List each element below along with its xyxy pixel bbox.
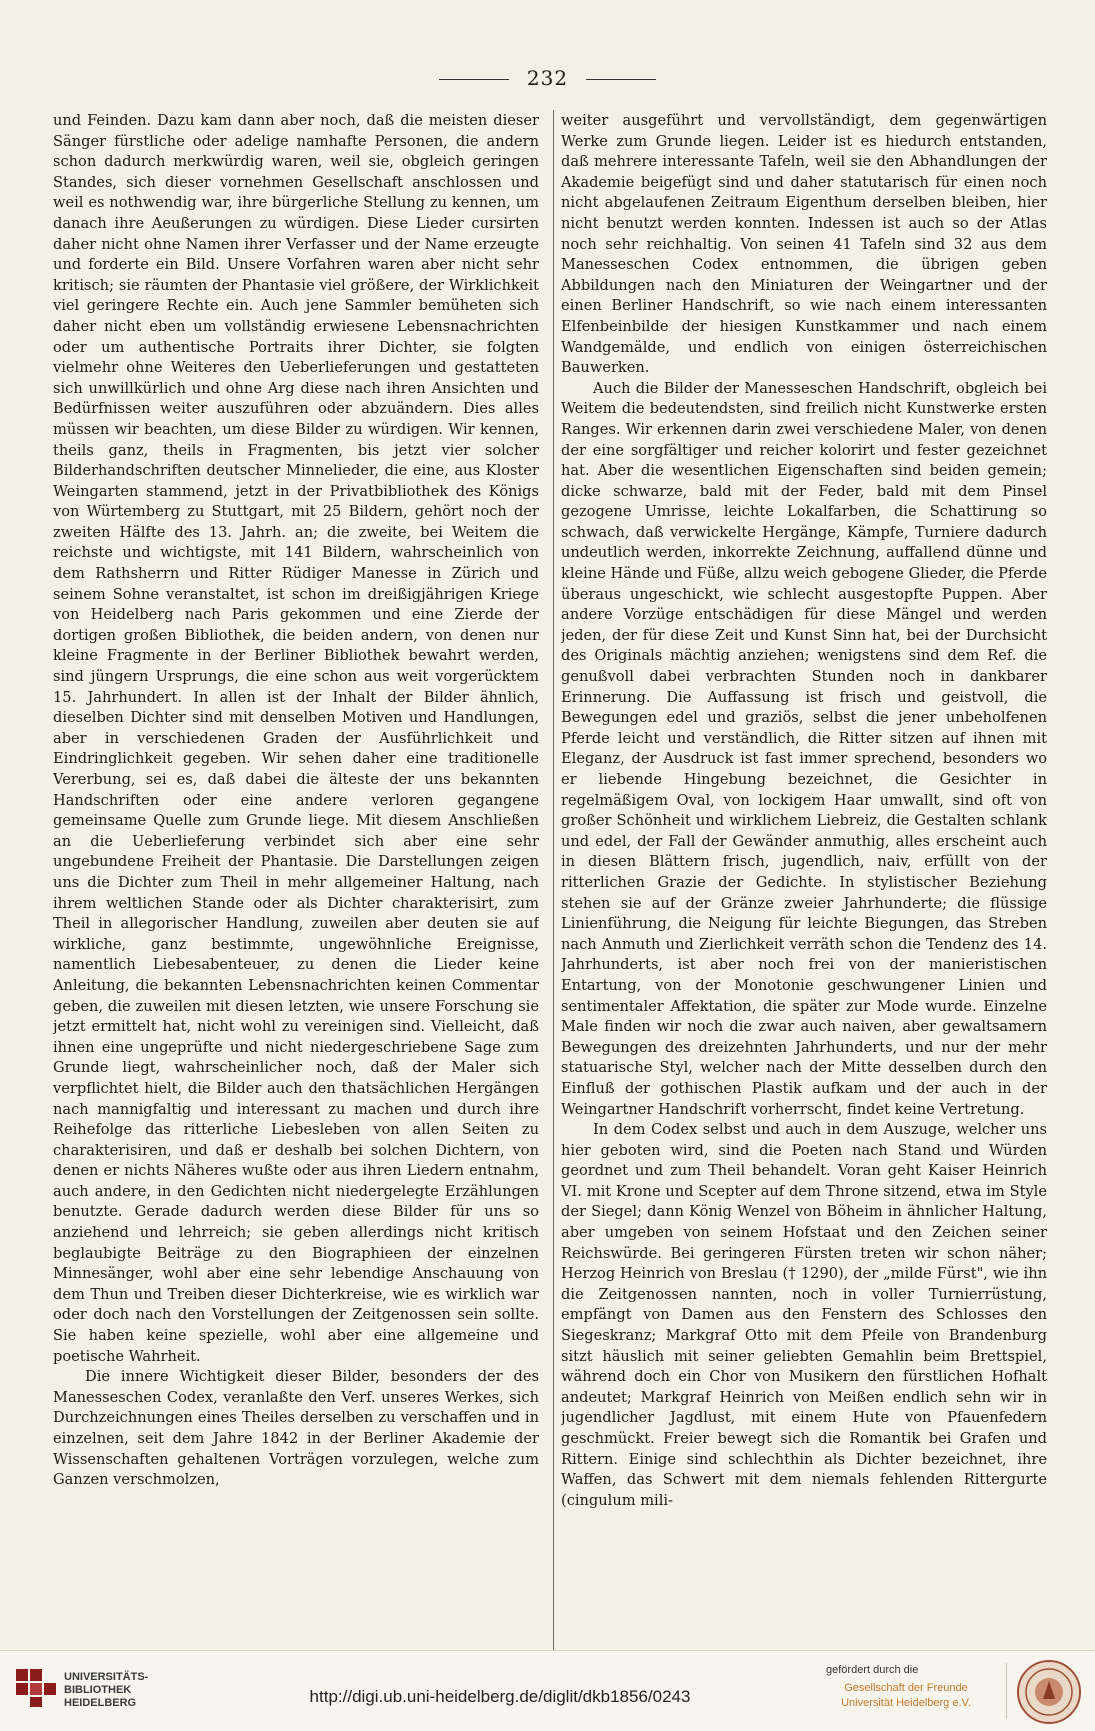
sponsor-name-line2: Universität Heidelberg e.V. bbox=[841, 1697, 971, 1709]
sponsor-name-line1: Gesellschaft der Freunde bbox=[844, 1682, 968, 1694]
left-paragraph-2: Die innere Wichtigkeit dieser Bilder, besonders der des Manesseschen Codex, veranlaßte den Verf. unseres Werkes, sich Durchzeichnungen eines Theiles derselben zu verschaffen und in einzelnen, seit dem Jahre 1842 in der Berliner Akademie der Wissenschaften gehaltenen Vorträgen vorzulegen, welche zum Ganzen verschmolzen, bbox=[53, 1368, 539, 1489]
footer-separator bbox=[1006, 1663, 1007, 1719]
permalink-url[interactable]: http://digi.ub.uni-heidelberg.de/diglit/dkb1856/0243 bbox=[309, 1687, 691, 1706]
sponsor-block bbox=[826, 1663, 1016, 1711]
university-seal-icon bbox=[1016, 1659, 1082, 1725]
library-name-line1: UNIVERSITÄTS- bbox=[64, 1671, 149, 1683]
library-name-line2: BIBLIOTHEK bbox=[64, 1684, 132, 1696]
column-divider bbox=[553, 110, 554, 1650]
right-paragraph-2: Auch die Bilder der Manesseschen Handschrift, obgleich bei Weitem die bedeutendsten, sind freilich nicht Kunstwerke ersten Ranges. Wir erkennen darin zwei verschiedene Maler, von denen der eine sorgfältiger und reicher kolorirt und fester gezeichnet hat. Aber die wesentlichen Eigenschaften sind beiden gemein; dicke schwarze, bald mit der Feder, bald mit dem Pinsel gezogene Umrisse, leichte Lokalfarben, die Schattirung so schwach, daß verwickelte Hergänge, Kämpfe, Turniere dadurch undeutlich werden, inkorrekte Zeichnung, auffallend dünne und kleine Hände und Füße, allzu weich gebogene Glieder, die Pferde überaus ungeschickt, wie schlecht ausgestopfte Puppen. Aber andere Vorzüge entschädigen für diese Mängel und werden jeden, der für diese Zeit und Kunst Sinn hat, bei der Durchsicht des Originals mächtig anziehen; wenigstens sind dem Ref. die genußvoll dabei verbrachten Stunden noch in dankbarer Erinnerung. Die Auffassung ist frisch und geistvoll, die Bewegungen edel und graziös, selbst die jener unbeholfenen Pferde leicht und verständlich, die Ritter sitzen auf ihnen mit Eleganz, der Ausdruck ist fast immer sprechend, besonders wo er liebende Hingebung bezeichnet, die Gesichter in regelmäßigem Oval, von lockigem Haar umwallt, sind oft von großer Schönheit und wirklichem Liebreiz, die Gestalten schlank und edel, der Fall der Gewänder anmuthig, alles erscheint auch in diesen Blättern frisch, jugendlich, naiv, erfüllt von der ritterlichen Grazie der Gedichte. In stylistischer Beziehung stehen sie auf der Gränze zweier Jahrhunderte; die flüssige Linienführung, die Neigung für leichte Biegungen, das Streben nach Anmuth und Zierlichkeit verräth schon die Tendenz des 14. Jahrhunderts, ist aber noch frei von der manieristischen Entartung, von der Monotonie geschwungener Linien und sentimentaler Affektation, die später zur Mode wurde. Einzelne Male finden wir noch die zwar auch naiven, aber gewaltsamern Bewegungen des dreizehnten Jahrhunderts, und nur der mehr statuarische Styl, welcher nach der Mitte desselben durch den Einfluß der gothischen Plastik aufkam und der auch in der Weingartner Handschrift vorherrscht, findet keine Vertretung. bbox=[561, 379, 1047, 1118]
digitization-footer bbox=[0, 1650, 1095, 1731]
right-paragraph-3: In dem Codex selbst und auch in dem Auszuge, welcher uns hier geboten wird, sind die Poeten nach Stand und Würden geordnet und zum Theil behandelt. Voran geht Kaiser Heinrich VI. mit Krone und Scepter auf dem Throne sitzend, etwa im Style der Siegel; dann König Wenzel von Böheim in ähnlicher Haltung, aber umgeben von seinem Hofstaat und den Zeichen seiner Reichswürde. Bei geringeren Fürsten treten wir schon näher; Herzog Heinrich von Breslau († 1290), der „milde Fürst", wie ihn die Zeitgenossen nannten, noch in voller Turnierrüstung, empfängt von Damen aus den Fenstern des Schlosses den Siegeskranz; Markgraf Otto mit dem Pfeile von Brandenburg sitzt häuslich mit seiner geliebten Gemahlin beim Brettspiel, während doch ein Chor von Musikern den fürstlichen Hofhalt andeutet; Markgraf Heinrich von Meißen endlich sehn wir in jugendlicher Jagdlust, mit einem Hute von Pfauenfedern geschmückt. Freier bewegt sich die Romantik bei Grafen und Rittern. Einige sind schlechthin als Dichter bezeichnet, ihre Waffen, das Schwert mit dem niemals fehlenden Rittergurte (cingulum mili- bbox=[561, 1121, 1047, 1509]
right-text-column bbox=[561, 111, 1047, 1654]
page-number: 232 bbox=[0, 66, 1095, 90]
sponsor-intro: gefördert durch die bbox=[826, 1664, 919, 1676]
left-text-column bbox=[53, 111, 539, 1654]
library-name-line3: HEIDELBERG bbox=[64, 1697, 137, 1709]
library-name bbox=[64, 1671, 194, 1710]
right-paragraph-1: weiter ausgeführt und vervollständigt, dem gegenwärtigen Werke zum Grunde liegen. Leider ist es hiedurch entstanden, daß mehrere interessante Tafeln, weil sie den Abhandlungen der Akademie beigefügt sind und daher statutarisch für einen noch nicht abgelaufenen Zeitraum Eigenthum derselben bleiben, hier nicht benutzt werden konnten. Indessen ist auch so der Atlas noch sehr reichhaltig. Von seinen 41 Tafeln sind 32 aus dem Manesseschen Codex entnommen, die übrigen geben Abbildungen nach den Miniaturen der Weingartner und der einen Berliner Handschrift, so wie nach einem interessanten Elfenbeinbilde der hiesigen Kunstkammer und nach einem Wandgemälde, und endlich von einigen österreichischen Bauwerken. bbox=[561, 112, 1047, 377]
library-logo-icon bbox=[14, 1665, 58, 1709]
left-paragraph-1: und Feinden. Dazu kam dann aber noch, daß die meisten dieser Sänger fürstliche oder adelige namhafte Personen, die andern schon dadurch merkwürdig waren, weil sie, obgleich geringen Standes, sich dieser vornehmen Gesellschaft anschlossen und weil es nothwendig war, ihre bürgerliche Stellung zu kennen, um danach ihre Aeußerungen zu würdigen. Diese Lieder cursirten daher nicht ohne Namen ihrer Verfasser und der Name erzeugte und forderte ein Bild. Unsere Vorfahren waren aber nicht sehr kritisch; sie räumten der Phantasie viel größere, der Wirklichkeit viel geringere Rechte ein. Auch jene Sammler bemüheten sich daher nicht eben um vollständig erwiesene Lebensnachrichten oder um authentische Portraits ihrer Dichter, sie folgten vielmehr ohne Weiteres den Ueberlieferungen und gestatteten sich unwillkürlich und ohne Arg diese nach ihren Ansichten und Bedürfnissen weiter auszuführen oder abzuändern. Dies alles müssen wir beachten, um diese Bilder zu würdigen. Wir kennen, theils ganz, theils in Fragmenten, bis jetzt vier solcher Bilderhandschriften deutscher Minnelieder, die eine, aus Kloster Weingarten stammend, jetzt in der Privatbibliothek des Königs von Würtemberg zu Stuttgart, mit 25 Bildern, gehört noch der zweiten Hälfte des 13. Jahrh. an; die zweite, bei Weitem die reichste und wichtigste, mit 141 Bildern, wahrscheinlich von dem Rathsherrn und Ritter Rüdiger Manesse in Zürich und seinem Sohne veranstaltet, ist schon im dreißigjährigen Kriege von Heidelberg nach Paris gekommen und eine Zierde der dortigen großen Bibliothek, die beiden andern, von denen nur kleine Fragmente in der Berliner Bibliothek bewahrt werden, sind jüngern Ursprungs, die eine schon aus weit vorgerücktem 15. Jahrhundert. In allen ist der Inhalt der Bilder ähnlich, dieselben Dichter sind mit denselben Motiven und Handlungen, aber in verschiedenen Graden der Ausführlichkeit und Eindringlichkeit gegeben. Wir sehen daher eine traditionelle Vererbung, sei es, daß dabei die älteste der uns bekannten Handschriften oder eine andere verloren gegangene gemeinsame Quelle zum Grunde liege. Mit diesem Anschließen an die Ueberlieferung verbindet sich aber eine sehr ungebundene Freiheit der Phantasie. Die Darstellungen zeigen uns die Dichter zum Theil in mehr allgemeiner Haltung, nach ihrem weltlichen Stande oder als Dichter charakterisirt, zum Theil in allegorischer Handlung, zuweilen aber deuten sie auf wirkliche, ganz bestimmte, ungewöhnliche Ereignisse, namentlich Liebesabenteuer, zu denen die Lieder keine Anleitung, die bekannten Lebensnachrichten keinen Commentar geben, die zuweilen mit diesen letzten, wie unsere Forschung sie jetzt ermittelt hat, nicht wohl zu vereinigen sind. Vielleicht, daß ihnen eine ungeprüfte und nicht niedergeschriebene Sage zum Grunde liegt, wahrscheinlicher noch, daß der Maler sich verpflichtet hielt, die Bilder auch den thatsächlichen Hergängen nach mannigfaltig und interessant zu machen und durch ihre Reihefolge das ritterliche Liebesleben von allen Seiten zu charakterisiren, und daß er deshalb bei solchen Dichtern, von denen er nichts Näheres wußte oder aus ihren Liedern entnahm, auch andere, in den Gedichten nicht niedergelegte Erzählungen benutzte. Gerade dadurch werden diese Bilder für uns so anziehend und lehrreich; sie geben allerdings nicht kritisch beglaubigte Beiträge zu den Biographieen der einzelnen Minnesänger, wohl aber eine sehr lebendige Anschauung von dem Thun und Treiben dieser Dichterkreise, wie es wirklich war oder doch nach den Vorstellungen der Zeitgenossen sein sollte. Sie haben keine spezielle, wohl aber eine allgemeine und poetische Wahrheit. bbox=[53, 112, 539, 1365]
